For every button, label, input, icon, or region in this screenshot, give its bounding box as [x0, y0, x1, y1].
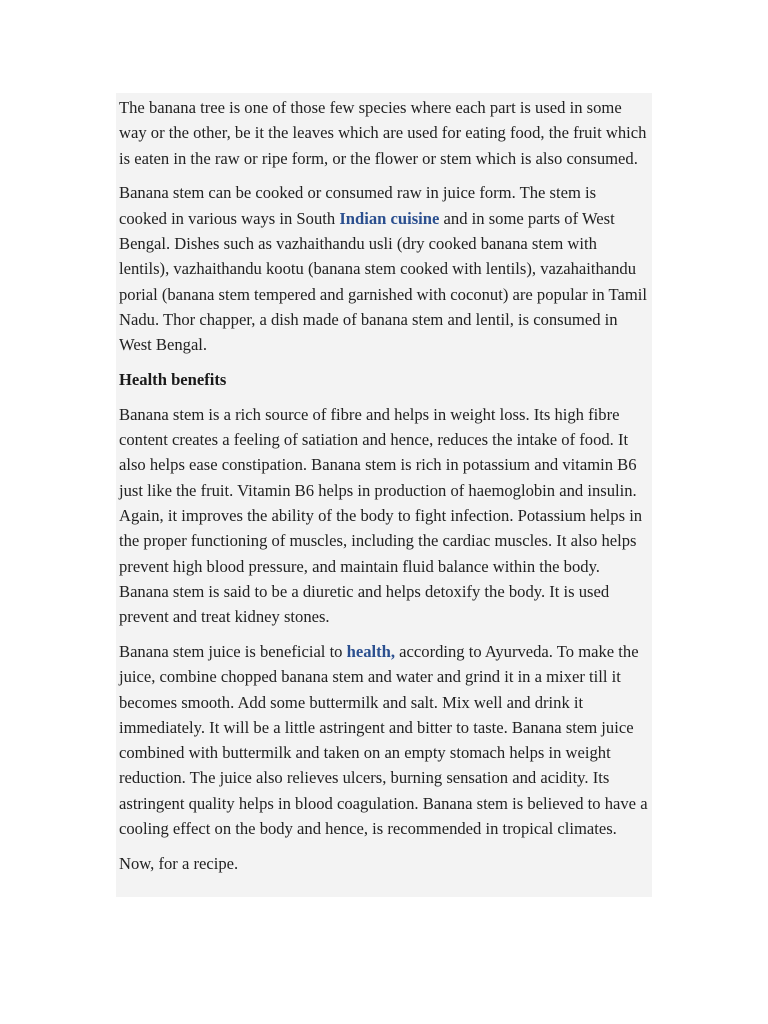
- health-link[interactable]: health,: [346, 641, 396, 661]
- paragraph-juice: [119, 639, 648, 841]
- paragraph-benefits: Banana stem is a rich source of fibre and helps in weight loss. Its high fibre content creates a feeling of satiation and hence, reduces the intake of food. It also helps ease constipation. Banana stem is rich in potassium and vitamin B6 just like the fruit. Vitamin B6 helps in production of haemoglobin and insulin. Again, it improves the ability of the body to fight infection. Potassium helps in the proper functioning of muscles, including the cardiac muscles. It also helps prevent high blood pressure, and maintain fluid balance within the body. Banana stem is said to be a diuretic and helps detoxify the body. It is used prevent and treat kidney stones.: [119, 404, 643, 627]
- paragraph-juice-text-1: Banana stem juice is beneficial to: [119, 641, 347, 661]
- paragraph-cooking-text-1: Banana stem can be cooked or consumed raw in juice form. The stem is cooked in various ways in South: [119, 183, 597, 228]
- indian-cuisine-link[interactable]: Indian cuisine: [339, 208, 440, 228]
- paragraph-intro: The banana tree is one of those few species where each part is used in some way or the other, be it the leaves which are used for eating food, the fruit which is eaten in the raw or ripe form, or the flower or stem which is also consumed.: [119, 98, 647, 168]
- article-body: [116, 93, 652, 897]
- paragraph-cooking: [119, 180, 648, 357]
- paragraph-cooking-text-2: and in some parts of West Bengal. Dishes such as vazhaithandu usli (dry cooked banana stem with lentils), vazhaithandu kootu (banana stem cooked with lentils), vazahaithandu porial (banana stem tempered and garnished with coconut) are popular in Tamil Nadu. Thor chapper, a dish made of banana stem and lentil, is consumed in West Bengal.: [119, 208, 647, 355]
- paragraph-juice-text-2: according to Ayurveda. To make the juice, combine chopped banana stem and water and grind it in a mixer till it becomes smooth. Add some buttermilk and salt. Mix well and drink it immediately. It will be a little astringent and bitter to taste. Banana stem juice combined with buttermilk and taken on an empty stomach helps in weight reduction. The juice also relieves ulcers, burning sensation and acidity. Its astringent quality helps in blood coagulation. Banana stem is believed to have a cooling effect on the body and hence, is recommended in tropical climates.: [119, 641, 648, 839]
- health-benefits-heading: Health benefits: [119, 369, 227, 389]
- paragraph-recipe-intro: Now, for a recipe.: [119, 853, 239, 873]
